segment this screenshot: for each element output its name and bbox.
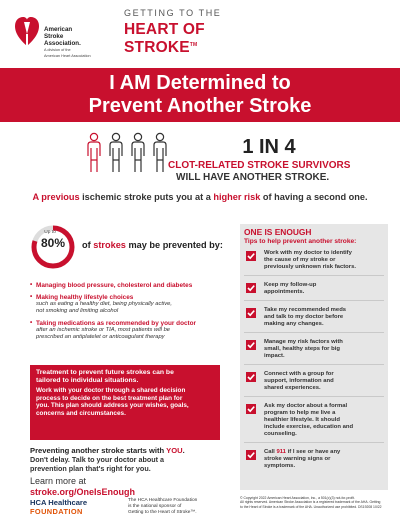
list-item (244, 449, 384, 474)
list-item (244, 403, 384, 443)
header (0, 0, 400, 62)
list-item (244, 339, 384, 365)
person-icon (110, 133, 122, 172)
learn-more-link[interactable]: stroke.org/OneIsEnough (30, 487, 136, 497)
bullet-sub: such as eating a healthy diet, being physically active, (36, 301, 172, 307)
tips-list (244, 250, 384, 480)
tip-text: making any changes. (264, 321, 324, 327)
bullet-title: • Managing blood pressure, cholesterol and diabetes (30, 282, 240, 289)
percent-value: 80% (40, 236, 66, 250)
campaign-logo (124, 8, 274, 57)
copyright-line: All rights reserved. American Stroke Association is a registered trademark of the AHA. Getting (240, 500, 381, 505)
risk-text: A previous (32, 192, 80, 202)
tip-text: Keep my follow-up (264, 282, 317, 288)
aha-name-line: Association. (44, 40, 81, 47)
title-banner (0, 68, 400, 122)
hca-line: FOUNDATION (30, 507, 83, 516)
checkbox-checked-icon (246, 372, 256, 382)
checkbox-checked-icon (246, 308, 256, 318)
callout-body: concerns and circumstances. (36, 409, 126, 417)
risk-text: of having a second one. (260, 192, 368, 202)
tip-text: impact. (264, 353, 285, 359)
tip-text: support, information and (264, 378, 334, 384)
hca-foundation-logo (30, 498, 140, 516)
person-icon (154, 133, 166, 172)
checkbox-checked-icon (246, 340, 256, 350)
tip-text: Work with my doctor to identify (264, 250, 352, 256)
aha-sub-line: American Heart Association (44, 53, 91, 58)
aha-wordmark (44, 26, 114, 58)
copyright-line: © Copyright 2022 American Heart Association, Inc., a 501(c)(3) not-for-profit. (240, 496, 356, 500)
sponsor-line: is the national sponsor of (128, 503, 182, 509)
person-icon (88, 133, 100, 172)
cta-body: prevention plan that's right for you. (30, 464, 151, 473)
risk-text: higher risk (213, 192, 261, 202)
emergency-number: 911 (276, 449, 286, 455)
tip-text: include exercise, education and (264, 424, 354, 430)
trademark: TM (189, 41, 198, 48)
callout-body: you. This plan should address your wishes, goals, (36, 402, 189, 410)
cta-title-text: Preventing another stroke starts with (30, 446, 167, 455)
tip-text: the cause of my stroke or (264, 257, 336, 263)
checkbox-checked-icon (246, 251, 256, 261)
tip-text: shared experiences. (264, 385, 321, 391)
stat-line: WILL HAVE ANOTHER STROKE. (176, 172, 330, 183)
checkbox-checked-icon (246, 404, 256, 414)
bullet-title: • Making healthy lifestyle choices (30, 294, 240, 301)
cta-title-text: . (182, 446, 185, 455)
stat-line: CLOT-RELATED STROKE SURVIVORS (168, 160, 351, 171)
aha-heart-torch-icon (14, 12, 40, 50)
tip-text: previously unknown risk factors. (264, 264, 356, 270)
cta-title-text: YOU (166, 446, 183, 455)
tip-text: and talk to my doctor before (264, 314, 344, 320)
bullet-sub: after an ischemic stroke or TIA, most patients will be (36, 327, 171, 333)
list-item (244, 307, 384, 333)
campaign-main (124, 21, 274, 57)
list-item (30, 320, 240, 341)
copyright-notice (240, 496, 390, 509)
risk-statement (0, 192, 400, 202)
tip-text: symptoms. (264, 463, 296, 469)
aha-sub-line: A division of the (44, 48, 71, 52)
campaign-main-text: HEART OF STROKE (124, 21, 205, 56)
tip-text: small, healthy steps for big (264, 346, 340, 352)
callout-body: process to decide on the best treatment plan for (36, 394, 183, 402)
callout-body: Work with your doctor through a shared decision (36, 387, 186, 394)
tip-text: Take my recommended meds (264, 307, 347, 313)
callout-title: Treatment to prevent future strokes can be (36, 369, 174, 376)
checkbox-checked-icon (246, 283, 256, 293)
list-item (30, 294, 240, 315)
tip-text: Ask my doctor about a formal (264, 403, 348, 409)
aha-name-line: Stroke (44, 33, 64, 40)
risk-text: ischemic stroke puts you at a (79, 192, 214, 202)
panel-subtitle: Tips to help prevent another stroke: (244, 238, 357, 245)
copyright-line: to the Heart of Stroke is a trademark of the AHA. Unauthorized use prohibited. DS19208 10/22 (240, 504, 382, 509)
page-title-line: I AM Determined to (109, 72, 291, 94)
bullet-sub: prescribed an antiplatelet or anticoagulant therapy (36, 334, 165, 340)
list-item (244, 371, 384, 397)
stat-number: 1 IN 4 (242, 136, 296, 158)
prevented-heading (82, 240, 242, 250)
up-to-label: Up to (44, 230, 56, 235)
sponsor-line: The HCA Healthcare Foundation (128, 498, 198, 503)
stat-block (168, 136, 388, 183)
tip-text-part: if I see or have any (285, 449, 341, 455)
aha-name-line: American (44, 26, 73, 33)
prevented-text: may be prevented by: (125, 240, 223, 250)
list-item (30, 282, 240, 289)
tip-text: healthier lifestyle. It should (264, 417, 340, 423)
prevented-text: strokes (93, 240, 126, 250)
tip-text-part: Call (264, 449, 277, 455)
hca-line: HCA Healthcare (30, 498, 88, 507)
tip-text: program to help me live a (264, 410, 336, 416)
list-item (244, 282, 384, 301)
tip-text (264, 449, 384, 456)
donut-label (30, 230, 76, 250)
sponsor-note (128, 498, 224, 515)
callout-title: tailored to individual situations. (36, 377, 139, 384)
call-to-action (30, 446, 230, 473)
tip-text: stroke warning signs or (264, 456, 331, 462)
person-icon (132, 133, 144, 172)
checkbox-checked-icon (246, 450, 256, 460)
learn-more-label: Learn more at (30, 476, 87, 486)
cta-title (30, 446, 230, 455)
tip-text: counseling. (264, 431, 297, 437)
treatment-callout (30, 365, 220, 440)
cta-body: Don't delay. Talk to your doctor about a (30, 455, 165, 464)
list-item (244, 250, 384, 276)
page-title-line: Prevent Another Stroke (88, 95, 312, 117)
panel-title: ONE IS ENOUGH (244, 227, 312, 237)
sponsor-line: Getting to the Heart of Stroke™. (128, 509, 197, 515)
tip-text: Manage my risk factors with (264, 339, 343, 345)
prevented-text: of (82, 240, 94, 250)
tip-text: appointments. (264, 289, 305, 295)
tip-text: Connect with a group for (264, 371, 334, 377)
bullet-title: • Taking medications as recommended by your doctor (30, 320, 240, 327)
campaign-top: GETTING TO THE (124, 8, 222, 18)
bullet-sub: not smoking and limiting alcohol (36, 308, 119, 314)
prevention-bullets (30, 282, 240, 346)
